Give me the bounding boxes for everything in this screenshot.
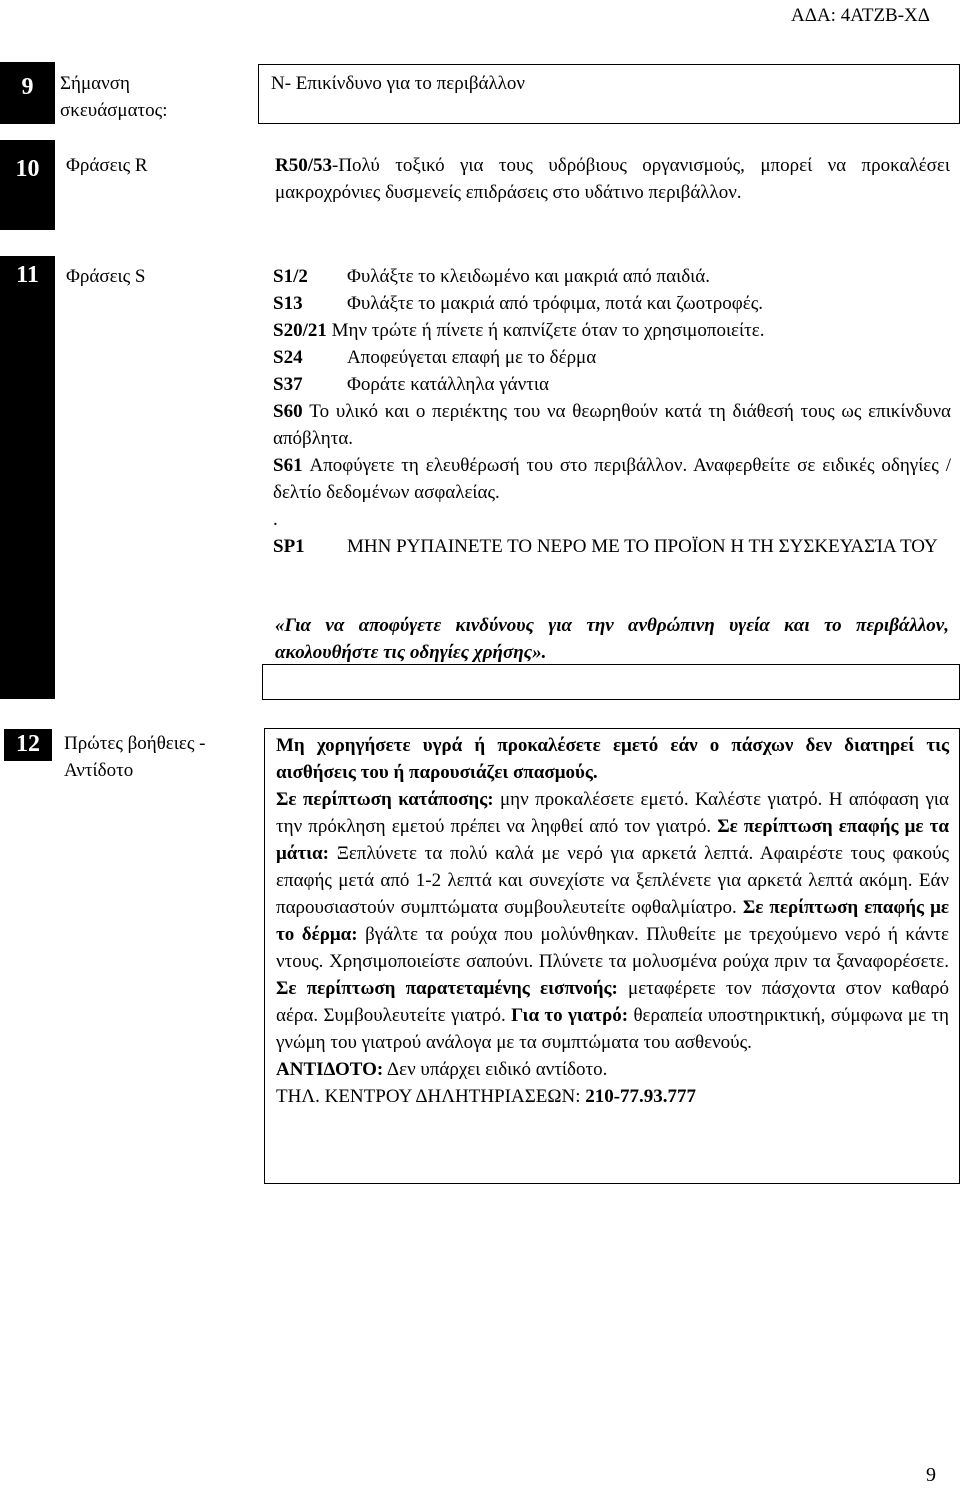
s-phrase-text: Μην τρώτε ή πίνετε ή καπνίζετε όταν το χρησιμοποιείτε. [326, 320, 765, 341]
doctor-heading: Για το γιατρό: [511, 1005, 629, 1026]
s-phrase-code: S61 [273, 455, 303, 476]
antidote-heading: ΑΝΤΙΔΟΤΟ: [276, 1059, 384, 1080]
poison-center-phone: 210-77.93.777 [585, 1086, 697, 1107]
eyes-heading: Σε περίπτωση επαφής με τα μάτια: [276, 816, 949, 864]
s-phrase-code: S13 [273, 293, 303, 314]
s-phrase-s20 [273, 317, 951, 344]
first-aid-intro: Μη χορηγήσετε υγρά ή προκαλέσετε εμετό εάν ο πάσχων δεν διατηρεί τις αισθήσεις του ή παρουσιάζει σπασμούς. [276, 735, 949, 783]
swallow-text: μην προκαλέσετε εμετό. Καλέστε γιατρό. Η απόφαση για την πρόκληση εμετού πρέπει να ληφθεί από τον γιατρό. [276, 789, 949, 837]
s-phrases-list [273, 263, 951, 560]
s-phrase-s60 [273, 398, 951, 452]
section-9-value: Ν- Επικίνδυνο για το περιβάλλον [271, 73, 525, 94]
s-phrase-code: S24 [273, 347, 303, 368]
s-phrase-sp1 [273, 533, 951, 560]
r-phrase-text: -Πολύ τοξικό για τους υδρόβιους οργανισμούς, μπορεί να προκαλέσει μακροχρόνιες δυσμενείς επιδράσεις στο υδάτινο περιβάλλον. [275, 155, 950, 203]
section-11-label: Φράσεις S [66, 266, 146, 287]
section-10-number-box [0, 140, 55, 230]
section-11-number: 11 [16, 262, 39, 288]
s-phrase-code: S20/21 [273, 320, 327, 341]
section-9-number: 9 [21, 74, 34, 100]
s-phrase-code: S1/2 [273, 266, 308, 287]
s-phrase-text: ΜΗΝ ΡΥΠΑΙΝΕΤΕ ΤΟ ΝΕΡΟ ΜΕ ΤΟ ΠΡΟΪΟΝ Η ΤΗ ΣΥΣΚΕΥΑΣΊΑ ΤΟΥ [347, 536, 938, 557]
inhale-heading: Σε περίπτωση παρατεταμένης εισπνοής: [276, 978, 618, 999]
s-phrase-code: S37 [273, 374, 303, 395]
s-phrase-s1 [273, 263, 951, 290]
s-phrase-text: Φυλάξτε το κλειδωμένο και μακριά από παιδιά. [347, 266, 710, 287]
section-9-number-box [0, 62, 55, 124]
poison-center-line [276, 1083, 949, 1110]
section-10-number: 10 [15, 156, 40, 182]
section-10-text [275, 152, 950, 206]
s-phrase-s61 [273, 452, 951, 506]
s-phrase-s37 [273, 371, 951, 398]
ada-header: ΑΔΑ: 4ΑΤΖΒ-ΧΔ [791, 5, 930, 26]
skin-text: βγάλτε τα ρούχα που μολύνθηκαν. Πλυθείτε με τρεχούμενο νερό ή κάντε ντους. Χρησιμοποιείστε σαπούνι. Πλύνετε τα μολυσμένα ρούχα πριν τα ξαναφορέσετε. [276, 924, 949, 972]
s-phrase-dot: . [273, 509, 278, 530]
section-9-label: Σήμανση σκευάσματος: [60, 73, 168, 121]
first-aid-text [276, 732, 949, 1110]
section-11-empty-box [262, 664, 960, 700]
s-phrase-code: S60 [273, 401, 303, 422]
eyes-text: Ξεπλύνετε τα πολύ καλά με νερό για αρκετά λεπτά. Αφαιρέστε τους φακούς επαφής μετά από 1-2 λεπτά και συνεχίστε να ξεπλένετε για αρκετά λεπτά ακόμη. Εάν παρουσιαστούν συμπτώματα συμβουλευτείτε οφθαλμίατρο. [276, 843, 949, 918]
section-12-label: Πρώτες βοήθειες - Αντίδοτο [64, 733, 206, 781]
antidote-text: Δεν υπάρχει ειδικό αντίδοτο. [383, 1059, 608, 1080]
antidote-line [276, 1056, 949, 1083]
s-phrase-text: Φυλάξτε το μακριά από τρόφιμα, ποτά και ζωοτροφές. [347, 293, 764, 314]
first-aid-body [276, 786, 949, 1056]
s-phrase-text: Αποφεύγεται επαφή με το δέρμα [347, 347, 597, 368]
poison-center-label: ΤΗΛ. ΚΕΝΤΡΟΥ ΔΗΛΗΤΗΡΙΑΣΕΩΝ: [276, 1086, 586, 1107]
section-12-number: 12 [16, 731, 40, 757]
r-phrase-code: R50/53 [275, 155, 332, 176]
inhale-text: μεταφέρετε τον πάσχοντα στον καθαρό αέρα. Συμβουλευτείτε γιατρό. [276, 978, 949, 1026]
usage-warning: «Για να αποφύγετε κινδύνους για την ανθρώπινη υγεία και το περιβάλλον, ακολουθήστε τις οδηγίες χρήσης». [275, 615, 949, 663]
section-12-number-box [4, 729, 52, 761]
s-phrase-s13 [273, 290, 951, 317]
s-phrase-code: SP1 [273, 536, 305, 557]
skin-heading: Σε περίπτωση επαφής με το δέρμα: [276, 897, 949, 945]
section-11-number-box [0, 256, 55, 699]
doctor-text: θεραπεία υποστηρικτική, σύμφωνα με τη γνώμη του γιατρού ανάλογα με τα συμπτώματα του ασθενούς. [276, 1005, 949, 1053]
s-phrase-text: Το υλικό και ο περιέκτης του να θεωρηθούν κατά τη διάθεσή τους ως επικίνδυνα απόβλητα. [273, 401, 951, 449]
section-10-label: Φράσεις R [66, 155, 148, 176]
swallow-heading: Σε περίπτωση κατάποσης: [276, 789, 494, 810]
s-phrase-text: Φοράτε κατάλληλα γάντια [347, 374, 549, 395]
page-number: 9 [926, 1464, 936, 1486]
s-phrase-text: Αποφύγετε τη ελευθέρωσή του στο περιβάλλον. Αναφερθείτε σε ειδικές οδηγίες /δελτίο δεδομένων ασφαλείας. [273, 455, 951, 503]
s-phrase-s24 [273, 344, 951, 371]
